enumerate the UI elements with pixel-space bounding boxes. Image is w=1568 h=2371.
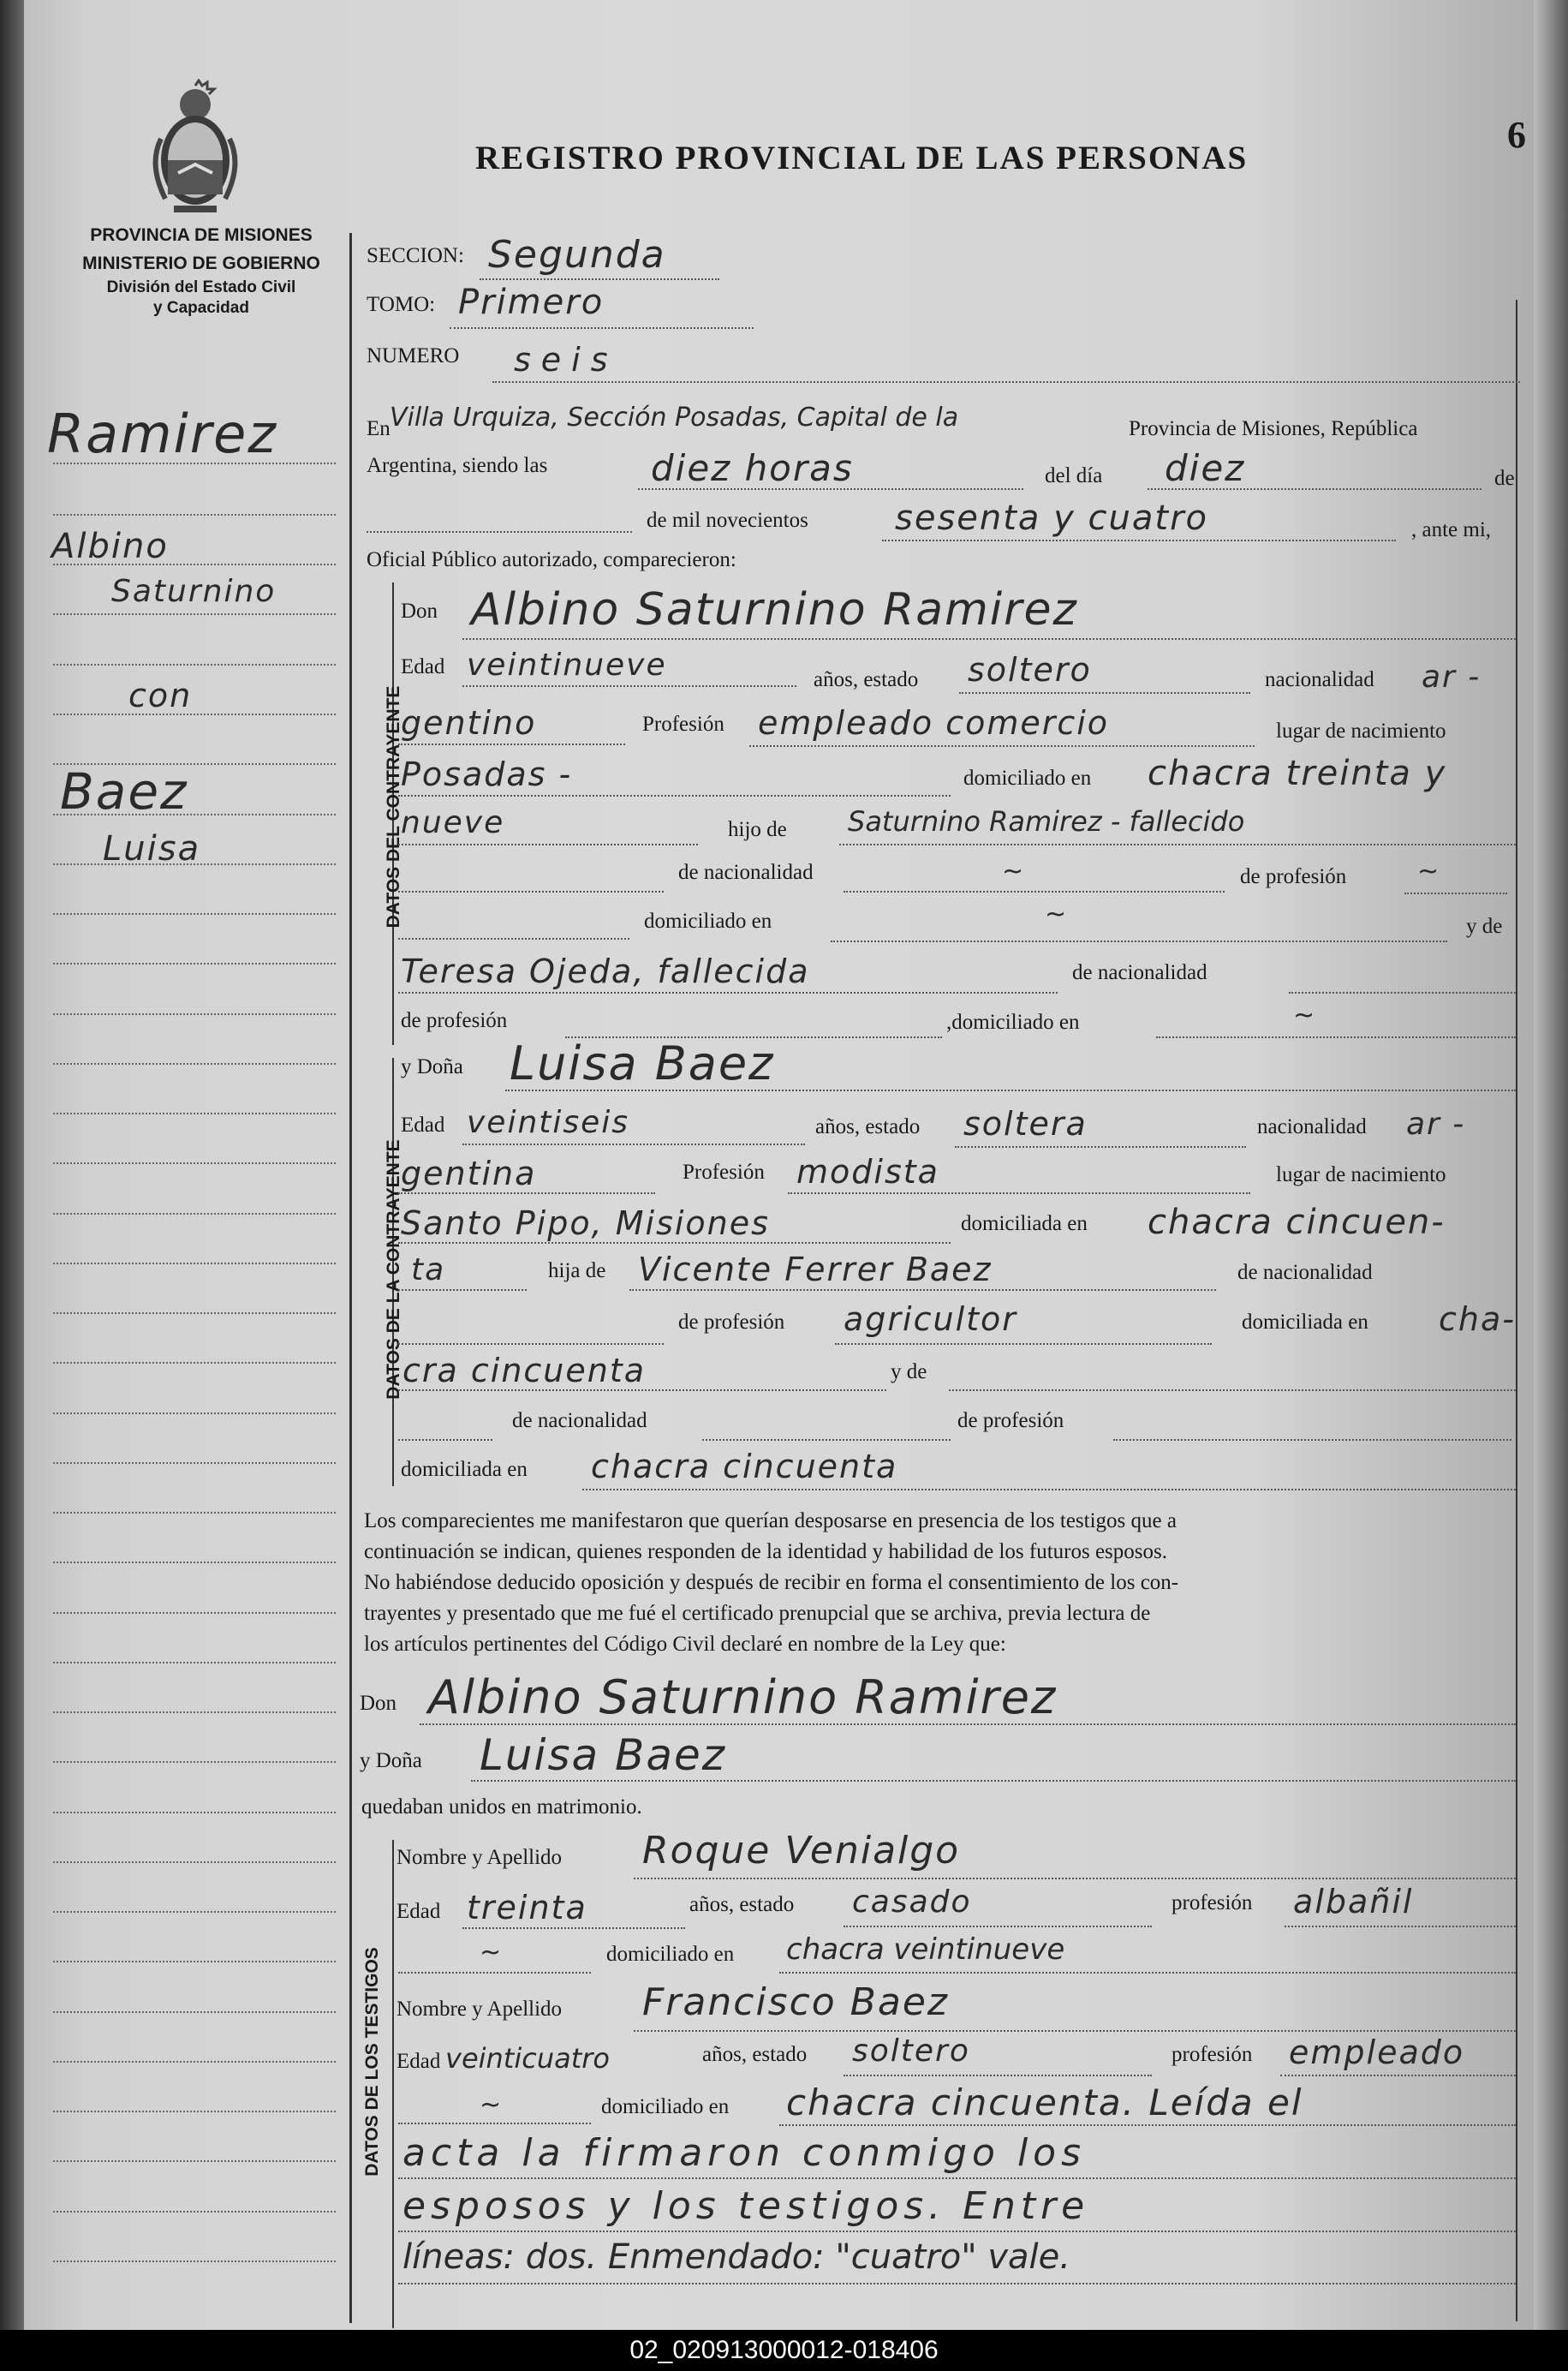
t1-edad-label: Edad (396, 1900, 441, 1923)
t2-anos-estado: años, estado (702, 2043, 808, 2066)
numero-label: NUMERO (367, 344, 460, 367)
edad-label: Edad (401, 655, 445, 678)
seccion-label: SECCION: (367, 244, 464, 267)
footer-id-bar (0, 2330, 1568, 2371)
body-line-5: los artículos pertinentes del Código Civil declaré en nombre de la Ley que: (364, 1633, 1006, 1656)
madre-profesion-label: de profesión (401, 1009, 508, 1032)
closing-line-2: esposos y los testigos. Entre (402, 2184, 1090, 2228)
contrayente-profesion: empleado comercio (758, 704, 1110, 742)
contrayenta-padre-dom-1: cha- (1439, 1300, 1516, 1338)
margin-note-name-2: Saturnino (111, 574, 277, 609)
page-edge-shadow (1534, 0, 1568, 2330)
contrayenta-padre-dom-label: domiciliada en (1242, 1311, 1368, 1334)
issuer-line-1: PROVINCIA DE MISIONES (90, 225, 313, 245)
contrayenta-lugar-nac: Santo Pipo, Misiones (401, 1204, 770, 1242)
nacionalidad-label: nacionalidad (1265, 668, 1374, 691)
body-line-4: trayentes y presentado que me fué el certificado prenupcial que se archiva, previa lectura de (364, 1602, 1151, 1625)
dona-label: y Doña (401, 1055, 463, 1078)
body-line-2: continuación se indican, quienes responden de la identidad y habilidad de los futuros esposos. (364, 1540, 1167, 1563)
margin-note-surname-2: Baez (60, 762, 188, 821)
margin-note-name-3: Luisa (103, 829, 201, 869)
contrayenta-padre: Vicente Ferrer Baez (638, 1251, 993, 1288)
contrayente-padre: Saturnino Ramirez - fallecido (848, 805, 1245, 838)
provincia-text: Provincia de Misiones, República (1129, 417, 1418, 440)
margin-note-con: con (128, 677, 193, 714)
t2-edad-label: Edad (396, 2050, 441, 2073)
seccion-value: Segunda (488, 233, 666, 277)
lugar-nac-label: lugar de nacimiento (1276, 720, 1446, 743)
contrayenta-nac-2: gentina (401, 1155, 537, 1192)
contrayenta-padre-profesion: agricultor (844, 1300, 1017, 1338)
t1-profesion-label: profesión (1172, 1891, 1253, 1914)
domiciliado-label: domiciliado en (963, 767, 1092, 790)
t2-nombre: Francisco Baez (642, 1980, 949, 2024)
t2-nombre-label: Nombre y Apellido (396, 1998, 563, 2021)
contrayenta-madre-prof-label: de profesión (957, 1409, 1064, 1432)
margin-note-name-1: Albino (51, 527, 169, 566)
argentina-text: Argentina, siendo las (367, 454, 548, 477)
t1-profesion: albañil (1293, 1883, 1414, 1920)
issuer-line-2: MINISTERIO DE GOBIERNO (82, 254, 320, 273)
contrayente-section-label: DATOS DEL CONTRAYENTE (384, 685, 403, 929)
tomo-label: TOMO: (367, 293, 436, 316)
y-de-label: y de (1466, 915, 1503, 938)
padre-domicilio-value: ~ (1045, 899, 1069, 929)
padre-nacionalidad-value: ~ (1002, 857, 1026, 887)
contrayente-domicilio-2: nueve (401, 805, 505, 840)
contrayente-lugar-nac: Posadas - (401, 755, 573, 793)
t1-edad: treinta (467, 1889, 587, 1926)
contrayente-name: Albino Saturnino Ramirez (471, 584, 1078, 636)
contrayenta-madre-nac-label: de nacionalidad (512, 1409, 647, 1432)
t2-edad: veinticuatro (445, 2042, 610, 2075)
footer-id: 02_020913000012-018406 (629, 2336, 939, 2364)
contrayenta-profesion-label: Profesión (683, 1161, 765, 1184)
contrayenta-name: Luisa Baez (510, 1036, 775, 1090)
de-label: de (1494, 467, 1515, 490)
union-don-label: Don (360, 1692, 397, 1715)
padre-nacionalidad-label: de nacionalidad (678, 861, 814, 884)
margin-note-surname-1: Ramirez (47, 403, 277, 465)
t2-estado: soltero (852, 2034, 970, 2069)
anio-value: sesenta y cuatro (895, 499, 1209, 538)
t2-profesion-label: profesión (1172, 2043, 1253, 2066)
t2-profesion: empleado (1289, 2034, 1465, 2071)
contrayenta-madre-domicilio: chacra cincuenta (591, 1448, 898, 1485)
body-line-1: Los comparecientes me manifestaron que querían desposarse en presencia de los testigos que a (364, 1509, 1177, 1532)
t1-domicilio: chacra veintinueve (786, 1932, 1065, 1967)
contrayenta-padre-prof-label: de profesión (678, 1311, 785, 1334)
lugar-value: Villa Urquiza, Sección Posadas, Capital de la (390, 403, 959, 433)
quedaban-text: quedaban unidos en matrimonio. (361, 1795, 642, 1819)
issuer-line-3: División del Estado Civil (106, 278, 296, 296)
anos-estado-label: años, estado (814, 668, 919, 691)
contrayenta-edad-label: Edad (401, 1114, 445, 1137)
contrayente-estado: soltero (968, 651, 1092, 689)
t2-pre-domicilio: ~ (480, 2090, 504, 2120)
contrayenta-nacionalidad-label: nacionalidad (1257, 1115, 1367, 1138)
hora-value: diez horas (651, 447, 854, 489)
oficial-text: Oficial Público autorizado, comparecieron: (367, 548, 736, 571)
margin-divider (349, 233, 352, 2323)
right-border (1516, 300, 1517, 2321)
contrayenta-anos-estado: años, estado (815, 1115, 921, 1138)
contrayenta-edad: veintiseis (467, 1105, 630, 1140)
profesion-label: Profesión (642, 713, 724, 736)
ante-text: , ante mi, (1411, 518, 1492, 541)
t1-nombre: Roque Venialgo (642, 1829, 961, 1872)
page-binding-shadow (0, 0, 24, 2330)
t2-domiciliado-label: domiciliado en (601, 2095, 730, 2118)
contrayenta-domiciliada-label: domiciliada en (961, 1212, 1088, 1235)
contrayenta-nac-1: ar - (1406, 1107, 1466, 1142)
contrayente-edad: veintinueve (467, 648, 667, 683)
madre-domiciliado-label: ,domiciliado en (946, 1011, 1080, 1034)
union-esposo: Albino Saturnino Ramirez (428, 1670, 1058, 1724)
don-label: Don (401, 600, 438, 623)
dia-label: del día (1045, 464, 1103, 487)
body-line-3: No habiéndose deducido oposición y después de recibir en forma el consentimiento de los con- (364, 1571, 1179, 1594)
madre-nacionalidad-label: de nacionalidad (1072, 961, 1207, 984)
hija-de-label: hija de (548, 1259, 606, 1282)
contrayenta-estado: soltera (963, 1105, 1088, 1143)
dia-value: diez (1165, 447, 1246, 489)
t1-nombre-label: Nombre y Apellido (396, 1846, 563, 1869)
t2-domicilio: chacra cincuenta. Leída el (786, 2081, 1303, 2123)
contrayenta-domicilio-2: ta (411, 1252, 446, 1287)
testigos-bracket (392, 1840, 394, 2328)
page-number: 6 (1507, 114, 1526, 156)
contrayente-nac-1: ar - (1422, 660, 1482, 695)
body-paragraph (364, 1506, 1520, 1660)
union-dona-label: y Doña (360, 1749, 422, 1772)
mil-text: de mil novecientos (647, 509, 808, 532)
contrayenta-section-label: DATOS DE LA CONTRAYENTE (384, 1139, 403, 1400)
madre-domicilio-value: ~ (1293, 1000, 1317, 1030)
t1-estado: casado (852, 1884, 972, 1920)
contrayenta-madre-dom-label: domiciliada en (401, 1458, 528, 1481)
numero-value: seis (514, 341, 618, 379)
tomo-value: Primero (458, 283, 605, 322)
closing-line-1: acta la firmaron conmigo los (402, 2131, 1087, 2175)
coat-of-arms-icon (144, 79, 247, 216)
hijo-de-label: hijo de (728, 818, 787, 841)
contrayenta-lugar-nac-label: lugar de nacimiento (1276, 1163, 1446, 1186)
t1-domiciliado-label: domiciliado en (606, 1943, 735, 1966)
contrayenta-profesion: modista (796, 1153, 939, 1191)
padre-profesion-value: ~ (1417, 857, 1441, 887)
en-label: En (367, 417, 391, 440)
contrayente-madre: Teresa Ojeda, fallecida (401, 953, 810, 990)
contrayente-nac-2: gentino (401, 704, 537, 742)
padre-profesion-label: de profesión (1240, 865, 1347, 888)
closing-line-3: líneas: dos. Enmendado: "cuatro" vale. (402, 2237, 1070, 2277)
contrayenta-y-de: y de (891, 1360, 927, 1383)
contrayenta-domicilio-1: chacra cincuen- (1148, 1203, 1446, 1242)
contrayenta-padre-nac-label: de nacionalidad (1237, 1261, 1373, 1284)
padre-domiciliado-label: domiciliado en (644, 910, 772, 933)
union-esposa: Luisa Baez (480, 1730, 726, 1780)
t1-pre-domicilio: ~ (480, 1938, 504, 1968)
issuer-line-4: y Capacidad (153, 299, 249, 317)
testigos-section-label: DATOS DE LOS TESTIGOS (362, 1947, 382, 2177)
contrayenta-padre-dom-2: cra cincuenta (402, 1352, 647, 1389)
t1-anos-estado: años, estado (689, 1893, 795, 1916)
contrayente-domicilio-1: chacra treinta y (1148, 754, 1447, 793)
page-title: REGISTRO PROVINCIAL DE LAS PERSONAS (475, 140, 1249, 176)
